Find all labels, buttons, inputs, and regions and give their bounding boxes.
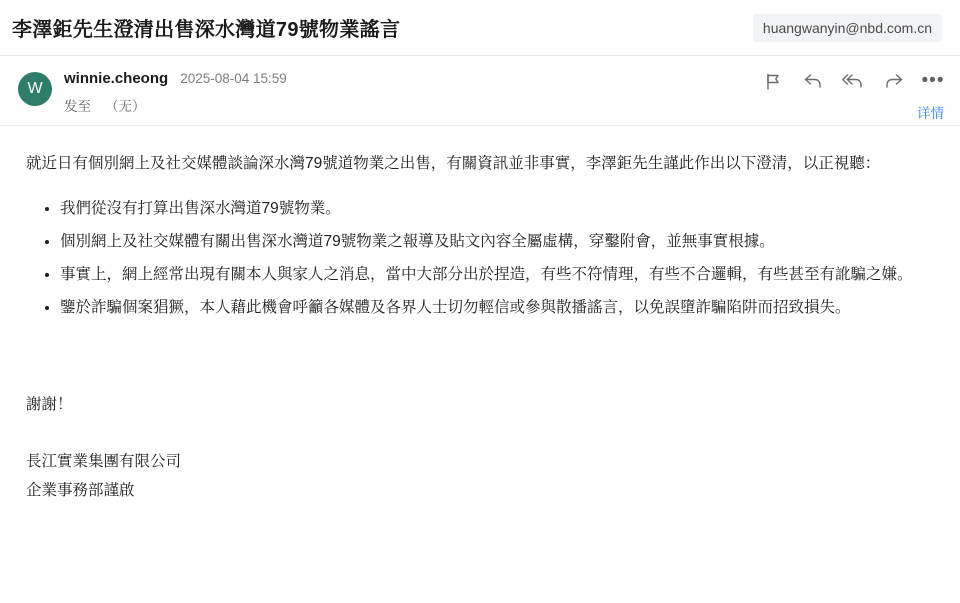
signature-department: 企業事務部謹啟 (26, 481, 135, 499)
list-item: • 個別網上及社交媒體有關出售深水灣道79號物業之報導及貼文內容全屬虛構，穿鑿附會，並無事實根據。 (60, 226, 934, 257)
recipients-line (64, 95, 942, 115)
reply-icon[interactable] (802, 70, 824, 92)
forward-icon[interactable] (882, 70, 904, 92)
body-intro: 就近日有個別網上及社交媒體談論深水灣79號道物業之出售，有關資訊並非事實，李澤鉅先生謹此作出以下澄清，以正視聽： (26, 155, 881, 172)
body-thanks: 謝謝！ (26, 396, 73, 413)
details-link[interactable]: 详情 (917, 106, 944, 121)
reply-all-icon[interactable] (842, 70, 864, 92)
message-actions (762, 70, 944, 92)
account-email-chip[interactable]: huangwanyin@nbd.com.cn (753, 14, 942, 42)
recipients-value: （无） (105, 99, 146, 114)
signature-company: 長江實業集團有限公司 (26, 453, 182, 470)
mail-header (0, 0, 960, 56)
page-title: 李澤鉅先生澄清出售深水灣道79號物業謠言 (12, 19, 401, 41)
avatar: W (18, 72, 52, 106)
more-dots: ••• (921, 70, 945, 91)
message-header (0, 56, 960, 126)
list-item: • 事實上，網上經常出現有關本人與家人之消息，當中大部分出於捏造，有些不符情理，有些不合邏輯，有些甚至有訛騙之嫌。 (60, 259, 934, 290)
body-spacer (26, 333, 934, 389)
mail-body (0, 126, 960, 505)
list-item: • 我們從沒有打算出售深水灣道79號物業。 (60, 193, 934, 224)
recipients-label: 发至 (64, 99, 91, 114)
body-points-list (26, 193, 934, 323)
sender-name[interactable]: winnie.cheong (64, 70, 169, 87)
sent-timestamp: 2025-08-04 15:59 (180, 71, 287, 86)
flag-icon[interactable] (762, 70, 784, 92)
list-item: • 鑒於詐騙個案猖獗，本人藉此機會呼籲各媒體及各界人士切勿輕信或參與散播謠言，以免誤墮詐騙陷阱而招致損失。 (60, 292, 934, 323)
more-icon[interactable] (922, 70, 944, 92)
